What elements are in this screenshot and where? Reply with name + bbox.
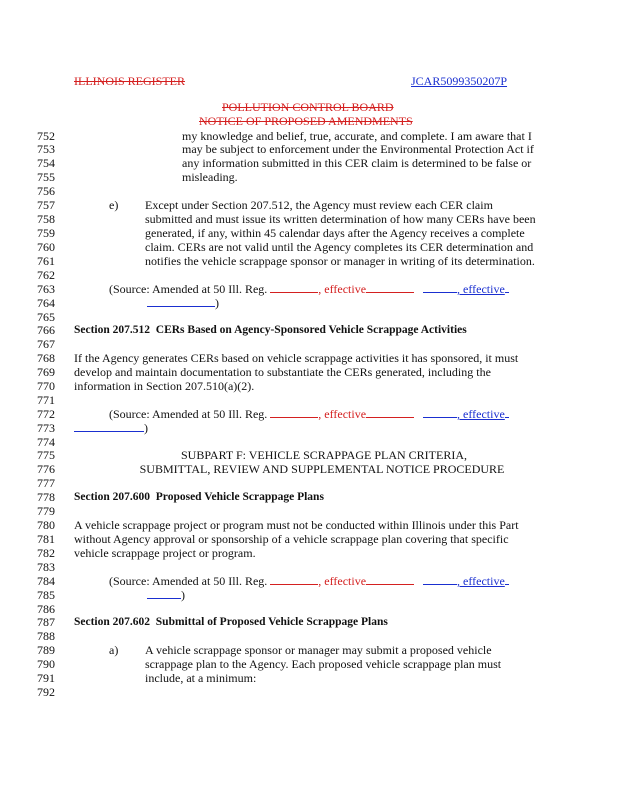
source-note-close: )	[147, 297, 219, 310]
cer-text-line: my knowledge and belief, true, accurate, and complete. I am aware that I	[182, 129, 532, 143]
line-number: 755	[37, 170, 55, 184]
line-number: 790	[37, 657, 55, 671]
line-number: 767	[37, 337, 55, 351]
line-number: 776	[37, 462, 55, 476]
line-number: 760	[37, 240, 55, 254]
item-e-line: generated, if any, within 45 calendar days after the Agency receives a complete	[145, 226, 525, 240]
line-number: 774	[37, 435, 55, 449]
line-number: 789	[37, 643, 55, 657]
section-heading-600: Section 207.600 Proposed Vehicle Scrappage Plans	[74, 491, 324, 503]
section-heading-512: Section 207.512 CERs Based on Agency-Sponsored Vehicle Scrappage Activities	[74, 324, 467, 336]
source-note: (Source: Amended at 50 Ill. Reg. , effective , effective	[109, 283, 509, 296]
subpart-heading-1: SUBPART F: VEHICLE SCRAPPAGE PLAN CRITERIA,	[180, 448, 467, 462]
sec-512-line: If the Agency generates CERs based on vehicle scrappage activities it has sponsored, it must	[74, 351, 519, 365]
item-e-line: claim. CERs are not valid until the Agency completes its CER determination and	[145, 240, 534, 254]
sec-512-line: develop and maintain documentation to substantiate the CERs generated, including the	[74, 365, 491, 379]
line-number: 757	[37, 198, 55, 212]
line-number: 762	[37, 268, 55, 282]
line-number: 759	[37, 226, 55, 240]
line-number: 770	[37, 379, 55, 393]
line-number: 783	[37, 560, 55, 574]
subpart-heading-2: SUBMITTAL, REVIEW AND SUPPLEMENTAL NOTICE PROCEDURE	[139, 462, 505, 476]
sec-512-line: information in Section 207.510(a)(2).	[74, 379, 255, 393]
line-number: 777	[37, 476, 55, 490]
item-a-line: scrappage plan to the Agency. Each proposed vehicle scrappage plan must	[145, 657, 502, 671]
line-number: 768	[37, 351, 55, 365]
line-number: 780	[37, 518, 55, 532]
source-note: (Source: Amended at 50 Ill. Reg. , effective , effective	[109, 408, 509, 421]
line-number: 785	[37, 588, 55, 602]
item-a-line: A vehicle scrappage sponsor or manager may submit a proposed vehicle	[145, 643, 492, 657]
line-number: 787	[37, 615, 55, 629]
line-number: 769	[37, 365, 55, 379]
jcar-code[interactable]: JCAR5099350207P	[411, 74, 508, 88]
line-number: 753	[37, 142, 55, 156]
source-note-close: )	[74, 422, 148, 435]
item-e-line: notifies the vehicle scrappage sponsor or manager in writing of its determination.	[145, 254, 535, 268]
board-title: POLLUTION CONTROL BOARD	[222, 100, 394, 114]
line-number: 752	[37, 129, 55, 143]
line-number: 775	[37, 448, 55, 462]
register-title: ILLINOIS REGISTER	[74, 74, 185, 88]
line-number: 764	[37, 296, 55, 310]
line-number: 786	[37, 602, 55, 616]
line-number: 782	[37, 546, 55, 560]
item-e-line: submitted and must issue its written determination of how many CERs have been	[145, 212, 536, 226]
item-e-label: e)	[109, 198, 119, 212]
line-number: 756	[37, 184, 55, 198]
cer-text-line: may be subject to enforcement under the Environmental Protection Act if	[182, 142, 534, 156]
notice-title: NOTICE OF PROPOSED AMENDMENTS	[199, 114, 413, 128]
line-number: 765	[37, 310, 55, 324]
line-number: 766	[37, 323, 55, 337]
line-number: 788	[37, 629, 55, 643]
line-number: 758	[37, 212, 55, 226]
section-heading-602: Section 207.602 Submittal of Proposed Vehicle Scrappage Plans	[74, 616, 388, 628]
line-number: 773	[37, 421, 55, 435]
line-number: 779	[37, 504, 55, 518]
line-number: 791	[37, 671, 55, 685]
cer-text-line: any information submitted in this CER claim is determined to be false or	[182, 156, 532, 170]
line-number: 761	[37, 254, 55, 268]
line-number: 763	[37, 282, 55, 296]
line-number: 754	[37, 156, 55, 170]
line-number: 781	[37, 532, 55, 546]
line-number: 772	[37, 407, 55, 421]
source-note: (Source: Amended at 50 Ill. Reg. , effective , effective	[109, 575, 509, 588]
line-number: 784	[37, 574, 55, 588]
line-number: 778	[37, 490, 55, 504]
item-a-label: a)	[109, 643, 119, 657]
line-number: 792	[37, 685, 55, 699]
item-e-line: Except under Section 207.512, the Agency must review each CER claim	[145, 198, 493, 212]
item-a-line: include, at a minimum:	[145, 671, 257, 685]
sec-600-line: vehicle scrappage project or program.	[74, 546, 256, 560]
line-number: 771	[37, 393, 55, 407]
sec-600-line: without Agency approval or sponsorship of a vehicle scrappage plan covering that specific	[74, 532, 509, 546]
sec-600-line: A vehicle scrappage project or program must not be conducted within Illinois under this Part	[74, 518, 519, 532]
source-note-close: )	[147, 589, 185, 602]
cer-text-line: misleading.	[182, 170, 238, 184]
